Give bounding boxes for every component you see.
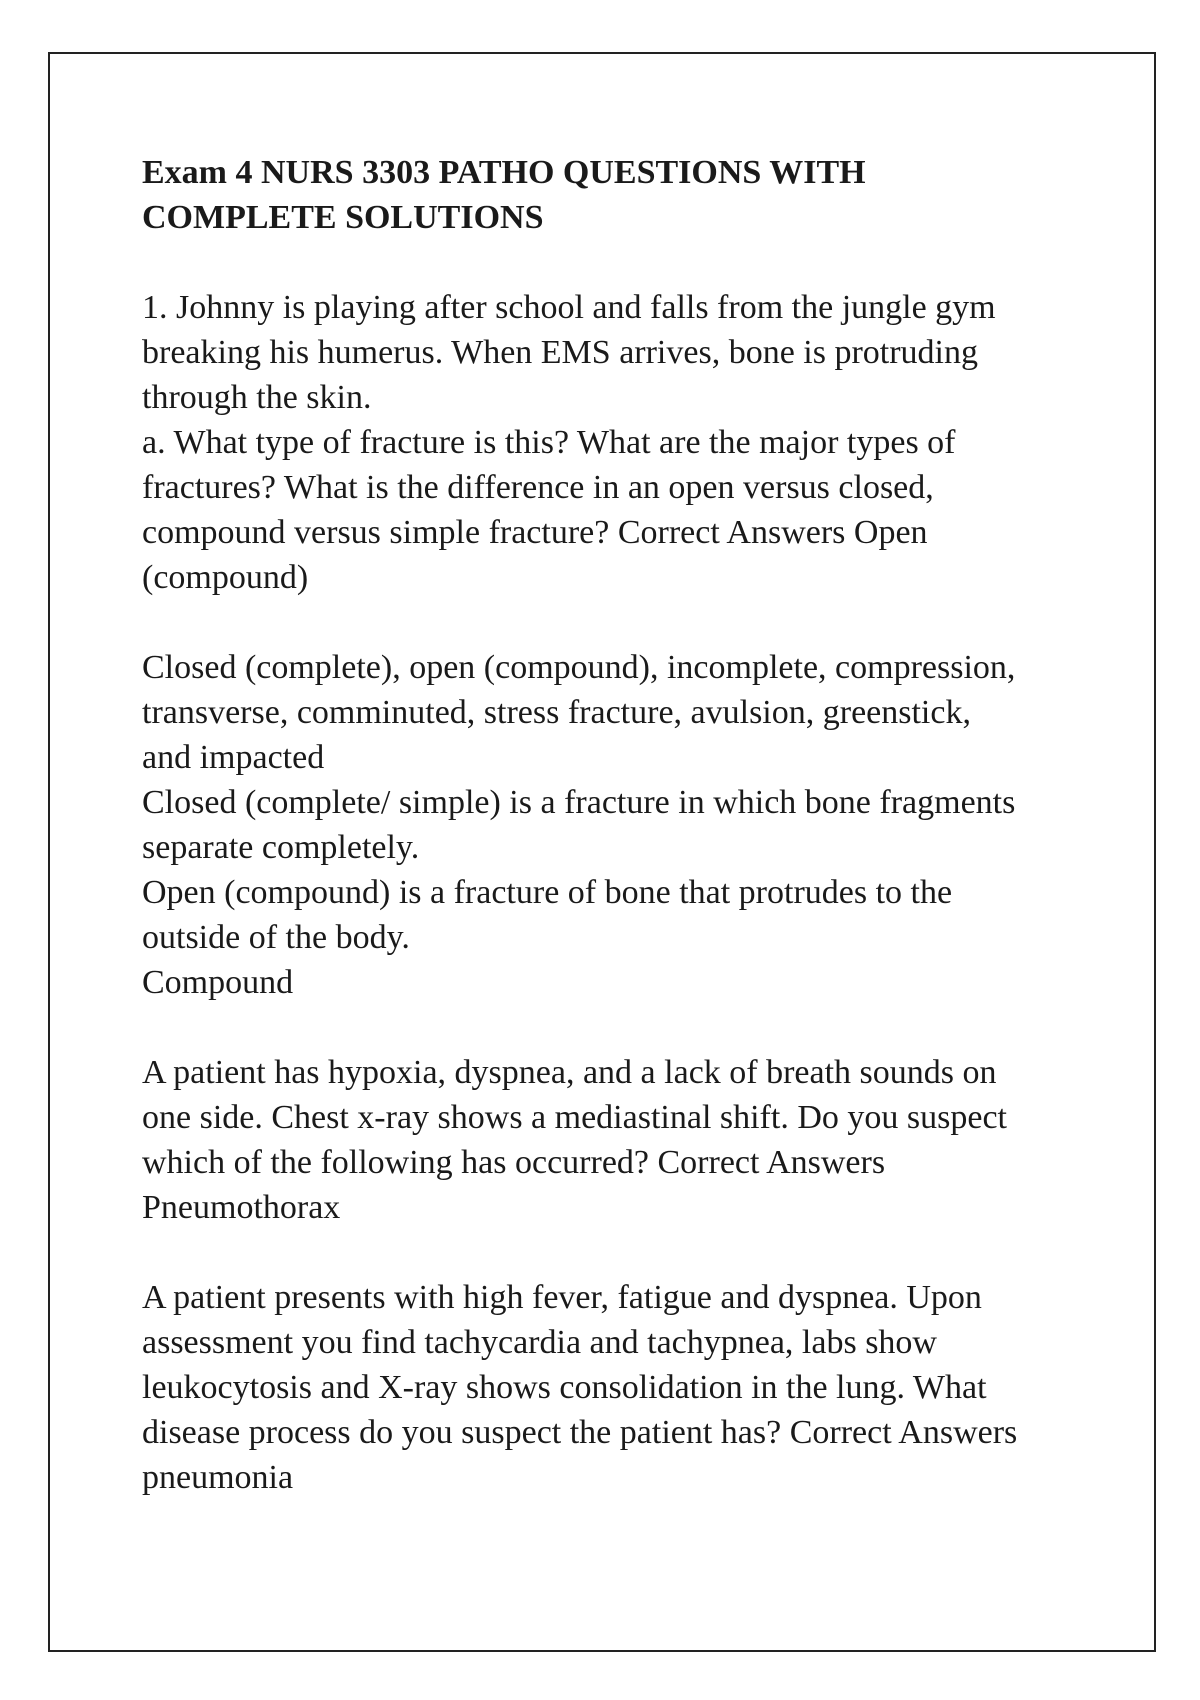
text-line: outside of the body. (142, 919, 410, 956)
text-line: pneumonia (142, 1459, 294, 1496)
text-line: separate completely. (142, 829, 420, 866)
text-line: which of the following has occurred? Correct Answers (142, 1144, 886, 1181)
text-line: leukocytosis and X-ray shows consolidation in the lung. What (142, 1369, 987, 1406)
document-title (142, 150, 1082, 240)
text-line: Open (compound) is a fracture of bone that protrudes to the (142, 874, 953, 911)
text-line: Compound (142, 964, 294, 1001)
text-line: 1. Johnny is playing after school and falls from the jungle gym (142, 289, 996, 326)
text-line: fractures? What is the difference in an open versus closed, (142, 469, 934, 506)
text-line: A patient presents with high fever, fatigue and dyspnea. Upon (142, 1279, 982, 1316)
question-1-answer (142, 645, 1082, 1005)
text-line: compound versus simple fracture? Correct Answers Open (142, 514, 928, 551)
text-line: Closed (complete/ simple) is a fracture in which bone fragments (142, 784, 1016, 821)
text-line: assessment you find tachycardia and tachypnea, labs show (142, 1324, 937, 1361)
text-line: a. What type of fracture is this? What are the major types of (142, 424, 956, 461)
question-1 (142, 285, 1082, 600)
text-line: A patient has hypoxia, dyspnea, and a lack of breath sounds on (142, 1054, 997, 1091)
question-2 (142, 1050, 1082, 1230)
text-line: Pneumothorax (142, 1189, 341, 1226)
title-line: COMPLETE SOLUTIONS (142, 199, 544, 236)
text-line: (compound) (142, 559, 309, 596)
text-line: transverse, comminuted, stress fracture, avulsion, greenstick, (142, 694, 971, 731)
text-line: Closed (complete), open (compound), incomplete, compression, (142, 649, 1016, 686)
title-line: Exam 4 NURS 3303 PATHO QUESTIONS WITH (142, 154, 866, 191)
text-line: through the skin. (142, 379, 372, 416)
text-line: disease process do you suspect the patient has? Correct Answers (142, 1414, 1018, 1451)
text-line: breaking his humerus. When EMS arrives, bone is protruding (142, 334, 979, 371)
question-3 (142, 1275, 1082, 1500)
document-body (142, 150, 1082, 1500)
text-line: one side. Chest x-ray shows a mediastinal shift. Do you suspect (142, 1099, 1007, 1136)
text-line: and impacted (142, 739, 325, 776)
